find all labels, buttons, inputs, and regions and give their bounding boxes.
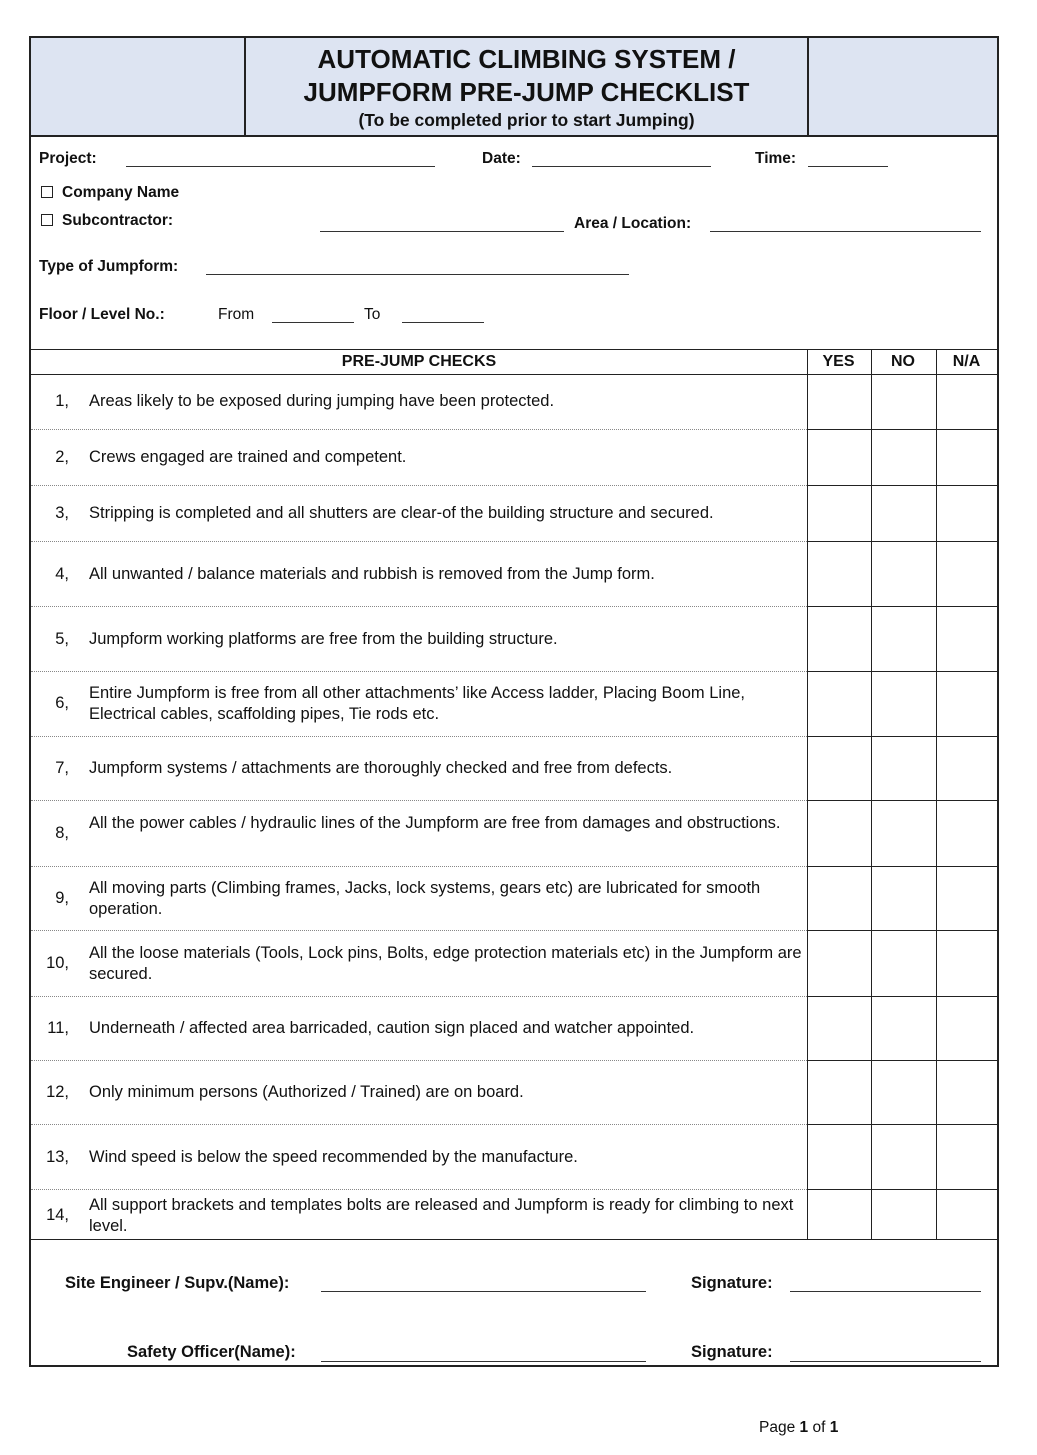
check-row xyxy=(31,672,807,737)
check-text: Jumpform working platforms are free from the building structure. xyxy=(89,630,558,648)
to-field[interactable] xyxy=(402,322,484,323)
check-number: 1, xyxy=(55,392,69,410)
row-divider xyxy=(807,1124,997,1125)
check-number: 6, xyxy=(55,694,69,712)
check-text: All the power cables / hydraulic lines of the Jumpform are free from damages and obstructions. xyxy=(89,814,781,832)
checks-table-header xyxy=(31,349,997,375)
safety-officer-signature-label: Signature: xyxy=(691,1343,773,1361)
time-label: Time: xyxy=(755,150,797,167)
page-prefix: Page xyxy=(759,1419,796,1436)
check-text: All support brackets and templates bolts are released and Jumpform is ready for climbing to next level. xyxy=(89,1196,794,1235)
subtitle: (To be completed prior to start Jumping) xyxy=(358,110,695,130)
company-name-label: Company Name xyxy=(62,184,180,201)
area-location-label: Area / Location: xyxy=(574,215,692,232)
site-engineer-signature-label: Signature: xyxy=(691,1274,773,1292)
from-field[interactable] xyxy=(272,322,354,323)
check-row xyxy=(31,542,807,607)
check-row xyxy=(31,867,807,931)
row-divider xyxy=(807,429,997,430)
row-divider xyxy=(807,800,997,801)
check-text: All the loose materials (Tools, Lock pins, Bolts, edge protection materials etc) in the Jumpform are secured. xyxy=(89,944,802,983)
check-text: Stripping is completed and all shutters are clear-of the building structure and secured. xyxy=(89,504,714,522)
time-field[interactable] xyxy=(808,166,888,167)
safety-officer-label: Safety Officer(Name): xyxy=(127,1343,296,1361)
check-row xyxy=(31,607,807,672)
check-row xyxy=(31,1125,807,1190)
check-row xyxy=(31,931,807,997)
safety-officer-name-field[interactable] xyxy=(321,1361,646,1362)
site-engineer-label: Site Engineer / Supv.(Name): xyxy=(65,1274,290,1292)
column-divider xyxy=(807,349,808,1240)
checklist-sheet xyxy=(29,36,999,1367)
date-label: Date: xyxy=(482,150,521,167)
check-number: 10, xyxy=(46,954,69,972)
project-field[interactable] xyxy=(126,166,435,167)
check-text: Only minimum persons (Authorized / Trained) are on board. xyxy=(89,1083,524,1101)
to-label: To xyxy=(364,306,381,323)
jumpform-type-field[interactable] xyxy=(206,274,629,275)
na-column-header: N/A xyxy=(952,353,981,370)
row-divider xyxy=(807,671,997,672)
check-text: Entire Jumpform is free from all other attachments’ like Access ladder, Placing Boom Line, Electrical cables, scaffolding pipes, Tie rods etc. xyxy=(89,684,746,723)
subcontractor-label: Subcontractor: xyxy=(62,212,174,229)
check-text: All unwanted / balance materials and rubbish is removed from the Jump form. xyxy=(89,565,655,583)
check-number: 4, xyxy=(55,565,69,583)
check-number: 13, xyxy=(46,1148,69,1166)
check-row xyxy=(31,997,807,1061)
row-divider xyxy=(807,736,997,737)
check-text: Wind speed is below the speed recommended by the manufacture. xyxy=(89,1148,578,1166)
title-line-2: JUMPFORM PRE-JUMP CHECKLIST xyxy=(303,77,750,107)
check-number: 8, xyxy=(55,824,69,842)
row-divider xyxy=(807,996,997,997)
company-name-checkbox[interactable] xyxy=(41,186,53,198)
check-text: All moving parts (Climbing frames, Jacks, lock systems, gears etc) are lubricated for smooth operation. xyxy=(89,879,761,918)
check-row xyxy=(31,430,807,486)
page-of: of xyxy=(812,1419,826,1436)
no-column-header: NO xyxy=(891,353,915,370)
column-divider xyxy=(871,349,872,1240)
area-location-field[interactable] xyxy=(710,231,981,232)
row-divider xyxy=(807,866,997,867)
title-line-1: AUTOMATIC CLIMBING SYSTEM / xyxy=(317,44,736,74)
check-row xyxy=(31,373,807,430)
header-logo-cell xyxy=(31,38,246,135)
company-subcontractor-field[interactable] xyxy=(320,231,564,232)
project-label: Project: xyxy=(39,150,97,167)
row-divider xyxy=(807,606,997,607)
row-divider xyxy=(807,485,997,486)
page-current: 1 xyxy=(799,1419,809,1436)
company-name-option[interactable] xyxy=(41,184,179,202)
check-text: Crews engaged are trained and competent. xyxy=(89,448,407,466)
site-engineer-signature-field[interactable] xyxy=(790,1291,981,1292)
check-number: 5, xyxy=(55,630,69,648)
column-divider xyxy=(936,349,937,1240)
subcontractor-checkbox[interactable] xyxy=(41,214,53,226)
check-number: 12, xyxy=(46,1083,69,1101)
check-row xyxy=(31,486,807,542)
pre-jump-checks-heading: PRE-JUMP CHECKS xyxy=(341,353,497,370)
floor-level-label: Floor / Level No.: xyxy=(39,306,165,323)
check-text: Jumpform systems / attachments are thoroughly checked and free from defects. xyxy=(89,759,673,777)
row-divider xyxy=(807,541,997,542)
header-ref-cell xyxy=(807,38,999,135)
row-divider xyxy=(807,1189,997,1190)
subcontractor-option[interactable] xyxy=(41,212,173,230)
table-bottom-rule xyxy=(31,1239,997,1240)
check-number: 14, xyxy=(46,1206,69,1224)
yes-column-header: YES xyxy=(822,353,855,370)
check-row xyxy=(31,801,807,867)
date-field[interactable] xyxy=(532,166,711,167)
check-number: 11, xyxy=(47,1019,69,1037)
check-row xyxy=(31,1061,807,1125)
jumpform-type-label: Type of Jumpform: xyxy=(39,258,179,275)
header-band xyxy=(31,38,997,137)
check-text: Underneath / affected area barricaded, caution sign placed and watcher appointed. xyxy=(89,1019,695,1037)
row-divider xyxy=(807,930,997,931)
safety-officer-signature-field[interactable] xyxy=(790,1361,981,1362)
page-number xyxy=(759,1419,838,1437)
row-divider xyxy=(807,1060,997,1061)
check-row xyxy=(31,737,807,801)
site-engineer-name-field[interactable] xyxy=(321,1291,646,1292)
check-number: 9, xyxy=(55,889,69,907)
check-row xyxy=(31,1190,807,1240)
check-number: 3, xyxy=(55,504,69,522)
check-number: 2, xyxy=(55,448,69,466)
check-number: 7, xyxy=(55,759,69,777)
from-label: From xyxy=(218,306,255,323)
check-text: Areas likely to be exposed during jumping have been protected. xyxy=(89,392,555,410)
page-total: 1 xyxy=(829,1419,839,1436)
